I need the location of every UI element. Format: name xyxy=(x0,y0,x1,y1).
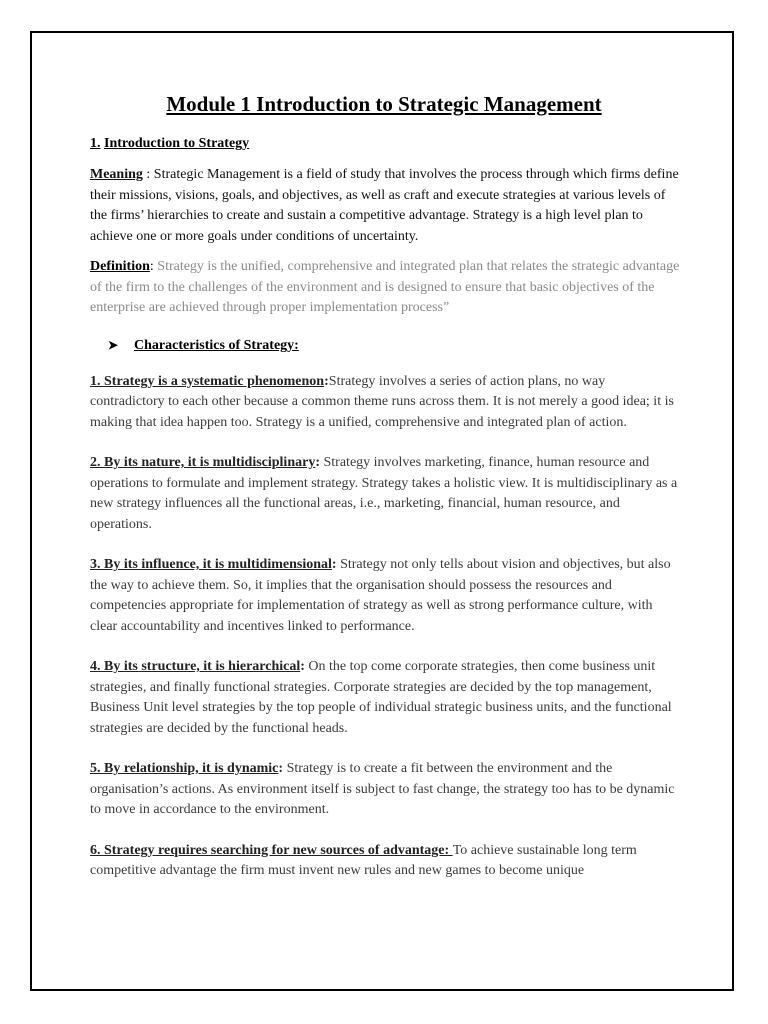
characteristic-label: 3. By its influence, it is multidimensional xyxy=(90,557,332,572)
definition-label: Definition xyxy=(90,259,150,274)
characteristic-text: Strategy involves a series of action plans, no way contradictory to each other because a common theme runs across them. It is not merely a good idea; it is making that idea happen too. Strategy is a unified, comprehensive and integrated plan of action. xyxy=(90,373,674,430)
definition-sep: : xyxy=(149,259,158,274)
meaning-sep: : xyxy=(142,167,154,182)
page-title xyxy=(0,92,768,117)
characteristic-colon: : xyxy=(278,761,287,776)
characteristic-colon: : xyxy=(315,455,324,470)
characteristic-label: 6. Strategy requires searching for new sources of advantage: xyxy=(90,842,453,858)
characteristic-text: To achieve sustainable long term competitive advantage the firm must invent new rules and new games to become unique xyxy=(90,842,637,878)
characteristic-colon: : xyxy=(324,373,329,389)
characteristic-text: On the top come corporate strategies, then come business unit strategies, and finally functional strategies. Corporate strategies are decided by the top management, Business Unit level strategies by the top people of individual strategic business units, and the functional strategies are decided by the functional heads. xyxy=(90,659,672,736)
characteristics-title: Characteristics of Strategy: xyxy=(134,337,299,353)
section-title: Introduction to Strategy xyxy=(104,136,250,151)
characteristic-item xyxy=(90,453,680,535)
characteristic-colon: : xyxy=(331,557,341,572)
characteristic-text: Strategy not only tells about vision and objectives, but also the way to achieve them. So, it implies that the organisation should possess the resources and competencies appropriate for implementation of strategy as well as strong performance culture, with clear accountability and incentives linked to performance. xyxy=(90,557,671,634)
characteristic-label: 2. By its nature, it is multidisciplinary xyxy=(90,455,316,470)
characteristic-label: 1. Strategy is a systematic phenomenon xyxy=(90,373,325,389)
characteristic-item xyxy=(90,841,680,882)
characteristic-label: 4. By its structure, it is hierarchical xyxy=(90,659,301,674)
characteristics-heading xyxy=(108,335,680,356)
characteristic-text: Strategy involves marketing, finance, human resource and operations to formulate and implement strategy. Strategy takes a holistic view. It is multidisciplinary as a new strategy influences all the functional areas, i.e., marketing, financial, human resource, and operations. xyxy=(90,455,678,532)
section-heading xyxy=(90,134,680,154)
page-title-text: Module 1 Introduction to Strategic Management xyxy=(166,92,602,116)
characteristic-label: 5. By relationship, it is dynamic xyxy=(90,761,279,776)
characteristic-item xyxy=(90,372,680,434)
section-number: 1. xyxy=(90,136,101,151)
meaning-paragraph xyxy=(90,165,680,247)
meaning-text: Strategic Management is a field of study that involves the process through which firms define their missions, visions, goals, and objectives, as well as craft and execute strategies at various levels of the firms’ hierarchies to create and sustain a competitive advantage. Strategy is a high level plan to achieve one or more goals under conditions of uncertainty. xyxy=(90,167,679,244)
definition-paragraph xyxy=(90,257,680,319)
characteristic-item xyxy=(90,657,680,739)
characteristic-item xyxy=(90,759,680,821)
arrow-bullet-icon: ➤ xyxy=(108,337,119,352)
definition-text: Strategy is the unified, comprehensive and integrated plan that relates the strategic advantage of the firm to the challenges of the environment and is designed to ensure that basic objectives of the enterprise are achieved through proper implementation process” xyxy=(90,259,680,315)
characteristic-colon: : xyxy=(300,659,309,674)
meaning-label: Meaning xyxy=(90,167,143,182)
characteristic-text: Strategy is to create a fit between the environment and the organisation’s actions. As environment itself is subject to fast change, the strategy too has to be dynamic to move in accordance to the environment. xyxy=(90,761,675,817)
document-body xyxy=(90,134,680,902)
characteristic-item xyxy=(90,555,680,637)
